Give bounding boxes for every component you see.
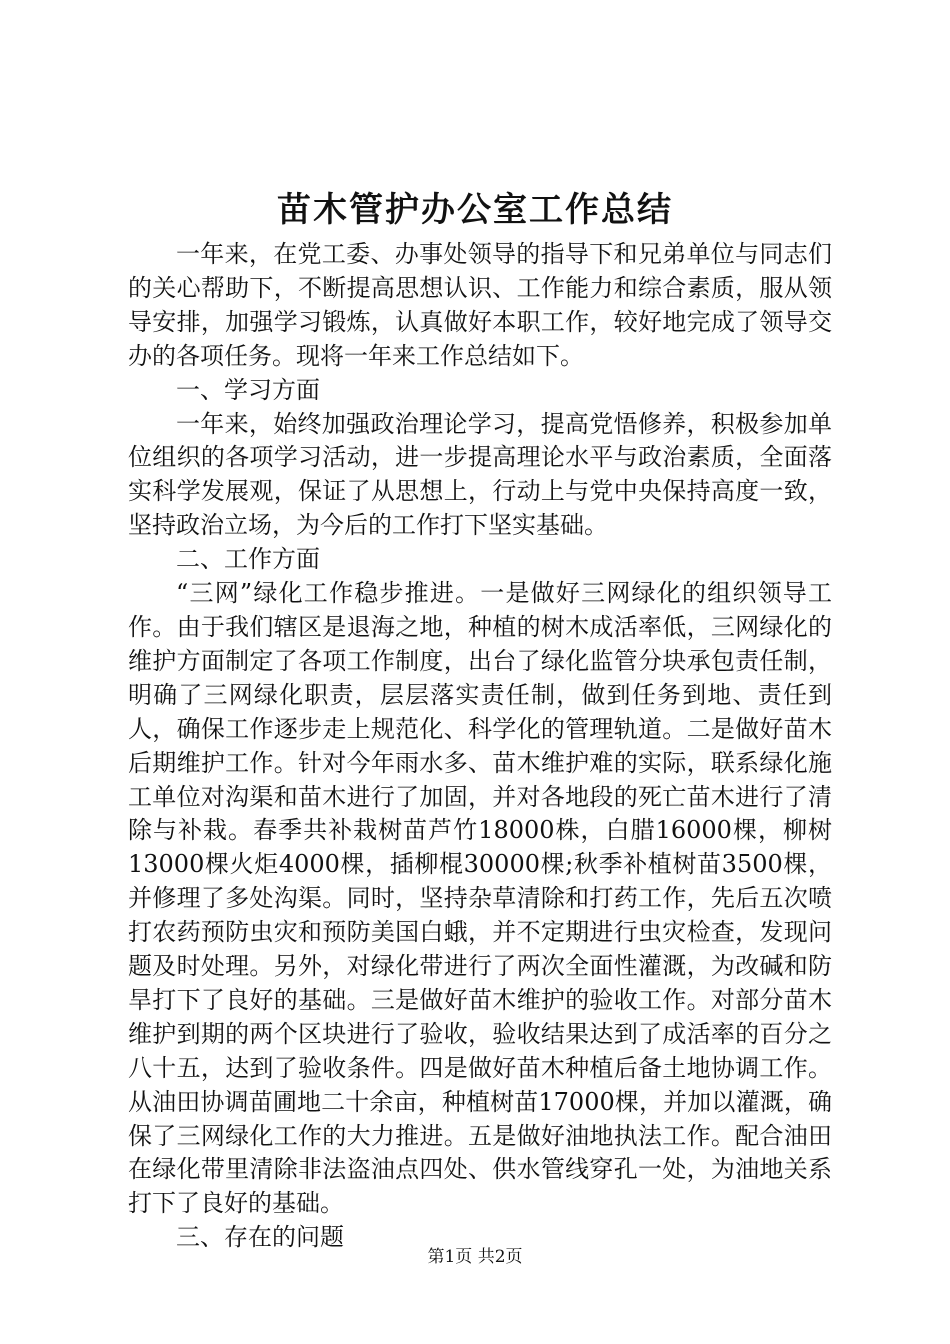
- paragraph-intro: 一年来，在党工委、办事处领导的指导下和兄弟单位与同志们的关心帮助下，不断提高思想认识、工作能力和综合素质，服从领导安排，加强学习锻炼，认真做好本职工作，较好地完成了领导交办的各项任务。现将一年来工作总结如下。: [128, 240, 832, 370]
- section-heading-work: 二、工作方面: [176, 545, 320, 574]
- document-body: [128, 238, 832, 1255]
- document-title: 苗木管护办公室工作总结: [277, 190, 673, 230]
- paragraph-work: “三网”绿化工作稳步推进。一是做好三网绿化的组织领导工作。由于我们辖区是退海之地，种植的树木成活率低，三网绿化的维护方面制定了各项工作制度，出台了绿化监管分块承包责任制，明确了三网绿化职责，层层落实责任制，做到任务到地、责任到人，确保工作逐步走上规范化、科学化的管理轨道。二是做好苗木后期维护工作。针对今年雨水多、苗木维护难的实际，联系绿化施工单位对沟渠和苗木进行了加固，并对各地段的死亡苗木进行了清除与补栽。春季共补栽树苗芦竹18000株，白腊16000棵，柳树13000棵火炬4000棵，插柳棍30000棵;秋季补植树苗3500棵，并修理了多处沟渠。同时，坚持杂草清除和打药工作，先后五次喷打农药预防虫灾和预防美国白蛾，并不定期进行虫灾检查，发现问题及时处理。另外，对绿化带进行了两次全面性灌溉，为改碱和防旱打下了良好的基础。三是做好苗木维护的验收工作。对部分苗木维护到期的两个区块进行了验收，验收结果达到了成活率的百分之八十五，达到了验收条件。四是做好苗木种植后备土地协调工作。从油田协调苗圃地二十余亩，种植树苗17000棵，并加以灌溉，确保了三网绿化工作的大力推进。五是做好油地执法工作。配合油田在绿化带里清除非法盗油点四处、供水管线穿孔一处，为油地关系打下了良好的基础。: [128, 579, 832, 1218]
- section-heading-study: 一、学习方面: [176, 375, 320, 404]
- page-number-footer: 第1页 共2页: [427, 1247, 523, 1267]
- section-heading-problems: 三、存在的问题: [176, 1223, 344, 1252]
- paragraph-study: 一年来，始终加强政治理论学习，提高党悟修养，积极参加单位组织的各项学习活动，进一步提高理论水平与政治素质，全面落实科学发展观，保证了从思想上，行动上与党中央保持高度一致，坚持政治立场，为今后的工作打下坚实基础。: [128, 409, 832, 540]
